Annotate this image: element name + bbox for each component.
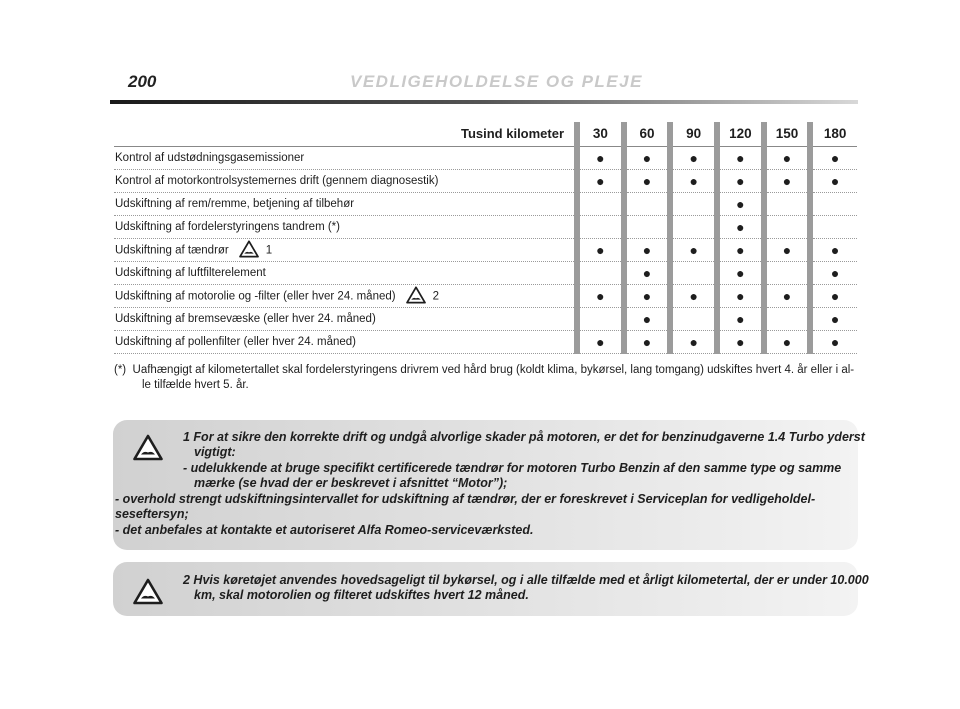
interval-cell <box>810 170 857 193</box>
warning-triangle-icon <box>239 240 259 261</box>
row-description <box>114 331 577 354</box>
service-dot: ● <box>830 242 840 258</box>
interval-header: 90 <box>670 122 717 147</box>
page-number: 200 <box>128 72 157 91</box>
interval-cell <box>670 170 717 193</box>
table-row <box>114 193 857 216</box>
warning-triangle-icon <box>133 578 163 605</box>
interval-cell <box>577 285 624 308</box>
interval-cell <box>670 262 717 285</box>
interval-cell <box>577 308 624 331</box>
table-row <box>114 331 857 354</box>
interval-header: 60 <box>624 122 671 147</box>
row-description <box>114 239 577 262</box>
interval-cell <box>717 193 764 216</box>
interval-cell <box>764 239 811 262</box>
service-dot: ● <box>689 334 698 350</box>
interval-cell <box>670 308 717 331</box>
interval-cell <box>624 285 671 308</box>
table-row <box>114 308 857 331</box>
service-dot: ● <box>830 173 840 189</box>
footnote-text: Uafhængigt af kilometertallet skal fordelerstyringens drivrem ved hård brug (koldt klima, bykørsel, lang tomgang) udskiftes hvert 4. år eller i al-le tilfælde hvert 5. år. <box>132 364 855 391</box>
row-label: Udskiftning af pollenfilter (eller hver 24. måned) <box>115 336 356 348</box>
page-title: VEDLIGEHOLDELSE OG PLEJE <box>350 72 643 91</box>
service-dot: ● <box>736 196 745 212</box>
interval-cell <box>624 193 671 216</box>
service-dot: ● <box>736 242 745 258</box>
row-label: Udskiftning af fordelerstyringens tandrem (*) <box>115 221 340 233</box>
warning-text-line: km, skal motorolien og filteret udskiftes hvert 12 måned. <box>194 588 529 602</box>
interval-cell <box>624 331 671 354</box>
service-dot: ● <box>689 173 698 189</box>
service-dot: ● <box>782 173 792 189</box>
footnote <box>114 363 862 393</box>
service-dot: ● <box>642 150 652 166</box>
row-description <box>114 147 577 170</box>
interval-cell <box>624 170 671 193</box>
interval-cell <box>764 285 811 308</box>
row-label: Udskiftning af luftfilterelement <box>115 267 266 279</box>
row-label: Udskiftning af tændrør <box>115 244 229 257</box>
interval-cell <box>764 308 811 331</box>
service-dot: ● <box>596 334 605 350</box>
warning-triangle-icon <box>406 286 426 307</box>
row-label: Udskiftning af rem/remme, betjening af tilbehør <box>115 198 355 210</box>
row-description <box>114 170 577 193</box>
header-rule <box>110 100 858 104</box>
service-dot: ● <box>782 334 792 350</box>
service-dot: ● <box>782 242 792 258</box>
interval-cell <box>810 193 857 216</box>
interval-cell <box>764 147 811 170</box>
table-row <box>114 285 857 308</box>
warning-text-line: 2 Hvis køretøjet anvendes hovedsageligt til bykørsel, og i alle tilfælde med et årligt kilometertal, der er under 10.000 <box>183 573 869 587</box>
interval-cell <box>810 239 857 262</box>
table-row <box>114 239 857 262</box>
warning-box-engine-oil <box>113 562 869 616</box>
interval-cell <box>717 170 764 193</box>
schedule-body <box>114 147 857 354</box>
interval-cell <box>810 285 857 308</box>
warning-text-line: - det anbefales at kontakte et autoriseret Alfa Romeo-serviceværksted. <box>115 523 534 537</box>
interval-cell <box>624 262 671 285</box>
service-dot: ● <box>642 311 652 327</box>
interval-cell <box>624 147 671 170</box>
interval-cell <box>577 216 624 239</box>
footnote-marker: (*) <box>114 364 127 376</box>
interval-cell <box>810 262 857 285</box>
warning-box-spark-plugs <box>113 420 865 550</box>
interval-cell <box>810 147 857 170</box>
interval-cell <box>577 193 624 216</box>
interval-cell <box>764 262 811 285</box>
maintenance-schedule-table <box>114 122 857 354</box>
service-dot: ● <box>596 288 605 304</box>
interval-cell <box>670 216 717 239</box>
warning-text-line: - udelukkende at bruge specifikt certificerede tændrør for motoren Turbo Benzin af den samme type og samme <box>183 461 842 475</box>
service-dot: ● <box>782 288 792 304</box>
row-label: Udskiftning af bremsevæske (eller hver 24. måned) <box>115 313 376 325</box>
service-dot: ● <box>642 334 652 350</box>
row-description <box>114 262 577 285</box>
service-dot: ● <box>596 150 605 166</box>
row-label: Kontrol af motorkontrolsystemernes drift (gennem diagnosestik) <box>115 175 439 187</box>
row-description <box>114 193 577 216</box>
table-row <box>114 170 857 193</box>
interval-header: 150 <box>764 122 811 147</box>
service-dot: ● <box>596 242 605 258</box>
row-label: Udskiftning af motorolie og -filter (eller hver 24. måned) <box>115 290 396 303</box>
warning-reference-number: 2 <box>432 290 439 303</box>
service-dot: ● <box>830 288 840 304</box>
interval-cell <box>577 331 624 354</box>
service-dot: ● <box>596 173 605 189</box>
table-row <box>114 216 857 239</box>
table-row <box>114 262 857 285</box>
interval-cell <box>670 285 717 308</box>
service-dot: ● <box>830 150 840 166</box>
warning-triangle-icon <box>133 434 163 461</box>
interval-cell <box>670 331 717 354</box>
interval-cell <box>764 170 811 193</box>
warning-text-line: - overhold strengt udskiftningsintervallet for udskiftning af tændrør, der er foreskrevet i Serviceplan for vedligeholdel- <box>115 492 816 506</box>
interval-header: 30 <box>577 122 624 147</box>
service-dot: ● <box>736 173 745 189</box>
service-dot: ● <box>736 288 745 304</box>
interval-cell <box>810 331 857 354</box>
interval-cell <box>764 331 811 354</box>
service-dot: ● <box>736 150 745 166</box>
row-description <box>114 285 577 308</box>
warning-text-line: seseftersyn; <box>115 507 189 521</box>
column-header-label: Tusind kilometer <box>114 122 577 147</box>
service-dot: ● <box>736 311 745 327</box>
interval-cell <box>670 193 717 216</box>
interval-header: 120 <box>717 122 764 147</box>
service-dot: ● <box>736 334 745 350</box>
interval-cell <box>717 262 764 285</box>
service-dot: ● <box>830 311 840 327</box>
interval-cell <box>717 331 764 354</box>
row-description <box>114 308 577 331</box>
interval-cell <box>717 308 764 331</box>
service-dot: ● <box>736 219 745 235</box>
service-dot: ● <box>642 173 652 189</box>
service-dot: ● <box>689 288 698 304</box>
service-dot: ● <box>642 265 652 281</box>
warning-text-line: 1 For at sikre den korrekte drift og undgå alvorlige skader på motoren, er det for benzinudgaverne 1.4 Turbo yderst <box>183 430 865 444</box>
interval-cell <box>577 170 624 193</box>
service-dot: ● <box>689 150 698 166</box>
interval-cell <box>624 308 671 331</box>
service-dot: ● <box>830 265 840 281</box>
interval-cell <box>577 239 624 262</box>
service-dot: ● <box>689 242 698 258</box>
interval-cell <box>577 262 624 285</box>
interval-cell <box>717 147 764 170</box>
interval-cell <box>810 216 857 239</box>
interval-cell <box>717 239 764 262</box>
interval-cell <box>577 147 624 170</box>
service-dot: ● <box>736 265 745 281</box>
service-dot: ● <box>642 242 652 258</box>
interval-header: 180 <box>810 122 857 147</box>
interval-cell <box>810 308 857 331</box>
interval-cell <box>764 193 811 216</box>
table-header-row <box>114 122 857 147</box>
table-row <box>114 147 857 170</box>
warning-text-line: vigtigt: <box>194 445 236 459</box>
interval-cell <box>624 239 671 262</box>
warning-reference-number: 1 <box>265 244 273 257</box>
interval-cell <box>670 239 717 262</box>
interval-cell <box>624 216 671 239</box>
row-description <box>114 216 577 239</box>
interval-cell <box>717 216 764 239</box>
interval-cell <box>717 285 764 308</box>
service-dot: ● <box>642 288 652 304</box>
interval-cell <box>670 147 717 170</box>
interval-cell <box>764 216 811 239</box>
warning-text-line: mærke (se hvad der er beskrevet i afsnittet “Motor”); <box>194 476 508 490</box>
row-label: Kontrol af udstødningsgasemissioner <box>115 152 305 164</box>
service-dot: ● <box>782 150 792 166</box>
service-dot: ● <box>830 334 840 350</box>
